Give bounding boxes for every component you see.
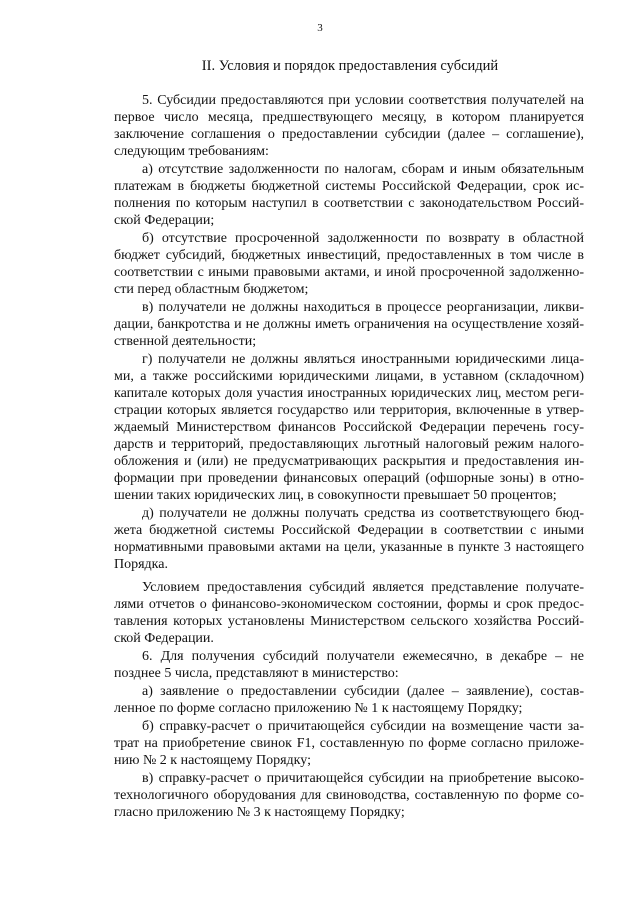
paragraph-5: 5. Субсидии предоставляются при условии соответствия получателей на первое число месяца, предшествующего месяцу, в котором планируется заключение соглашения о предоставлении субсидии (далее – соглашение), следующим требованиям: [114,93,584,159]
paragraph-6: 6. Для получения субсидий получатели ежемесячно, в декабре – не позднее 5 числа, представляют в министерство: [114,649,584,681]
paragraph-5g: г) получатели не должны являться иностранными юридическими лицами, а также российскими юридическими лицами, в уставном (складочном) капитале которых доля участия иностранных юридических лиц, местом регистрации которых является государство или территория, включенные в утверждаемый Министерством финансов Российской Федерации перечень государств и территорий, предоставляющих льготный налоговый режим налогообложения и (или) не предусматривающих раскрытия и предоставления информации при проведении финансовых операций (офшорные зоны) в отношении таких юридических лиц, в совокупности превышает 50 процентов; [114,352,584,503]
paragraph-5b: б) отсутствие просроченной задолженности по возврату в областной бюджет субсидий, бюджетных инвестиций, предоставленных в том числе в соответствии с иными правовыми актами, и иной просроченной задолженности перед областным бюджетом; [114,231,584,297]
paragraph-6v: в) справку-расчет о причитающейся субсидии на приобретение высокотехнологичного оборудования для свиноводства, составленную по форме согласно приложению № 3 к настоящему Порядку; [114,771,584,820]
paragraph-6a: а) заявление о предоставлении субсидии (далее – заявление), составленное по форме согласно приложению № 1 к настоящему Порядку; [114,684,584,716]
page-number: 3 [317,22,323,34]
paragraph-reports-condition: Условием предоставления субсидий является представление получателями отчетов о финансово-экономическом состоянии, формы и срок предоставления которых установлены Министерством сельского хозяйства Российской Федерации. [114,580,584,646]
section-title: II. Условия и порядок предоставления субсидий [201,58,499,74]
paragraph-5a: а) отсутствие задолженности по налогам, сборам и иным обязательным платежам в бюджеты бюджетной системы Российской Федерации, срок исполнения по которым наступил в соответствии с законодательством Российской Федерации; [114,162,584,228]
document-body [114,92,584,822]
paragraph-5v: в) получатели не должны находиться в процессе реорганизации, ликвидации, банкротства и не должны иметь ограничения на осуществление хозяйственной деятельности; [114,300,584,349]
paragraph-5d: д) получатели не должны получать средства из соответствующего бюджета бюджетной системы Российской Федерации в соответствии с иными нормативными правовыми актами на цели, указанные в пункте 3 настоящего Порядка. [114,506,584,572]
paragraph-6b: б) справку-расчет о причитающейся субсидии на возмещение части затрат на приобретение свинок F1, составленную по форме согласно приложению № 2 к настоящему Порядку; [114,719,584,768]
